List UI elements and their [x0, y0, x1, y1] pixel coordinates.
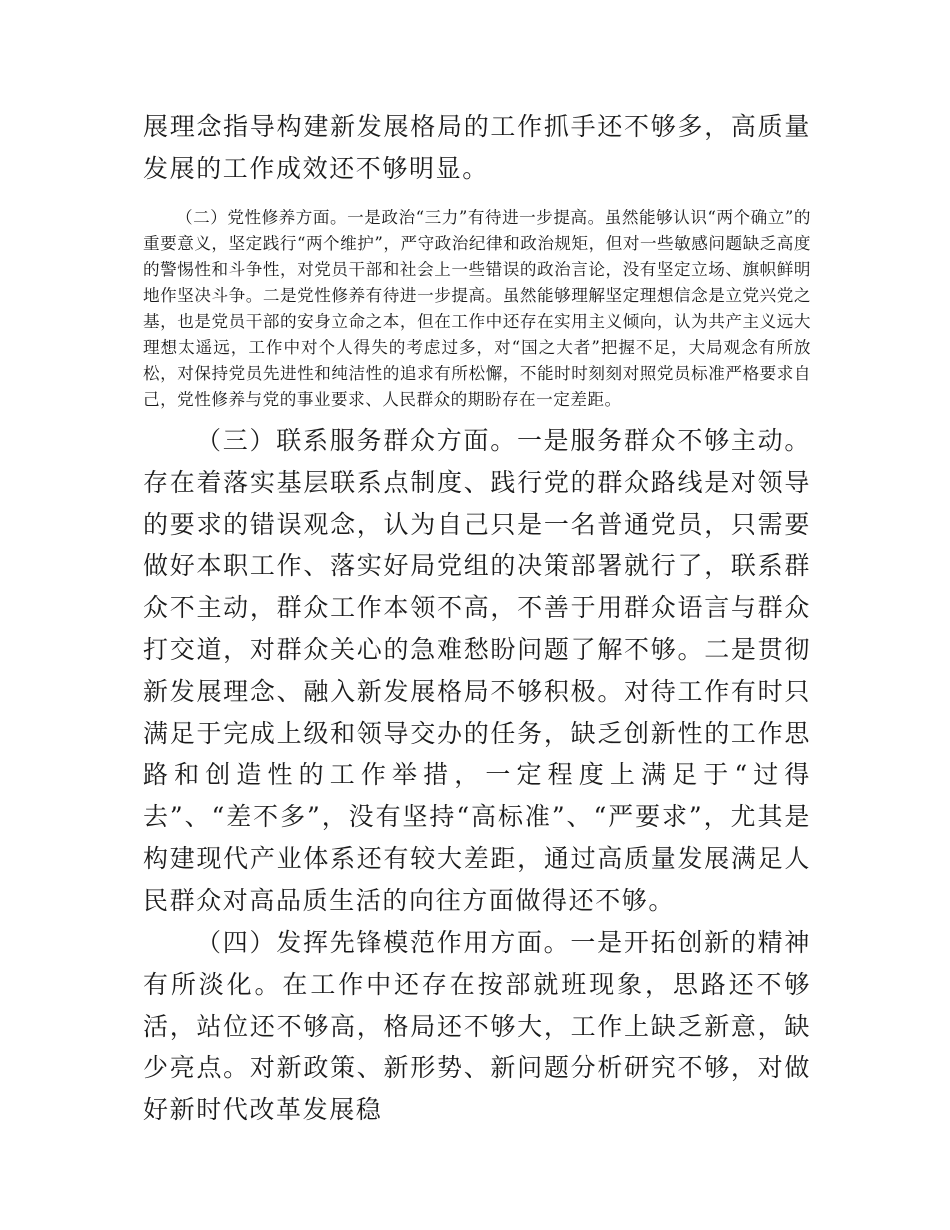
- vanguard-role-paragraph: （四）发挥先锋模范作用方面。一是开拓创新的精神有所淡化。在工作中还存在按部就班现象，思路还不够活，站位还不够高，格局还不够大，工作上缺乏新意，缺少亮点。对新政策、新形势、新问题分析研究不够，对做好新时代改革发展稳: [143, 928, 811, 1125]
- serving-masses-paragraph: （三）联系服务群众方面。一是服务群众不够主动。存在着落实基层联系点制度、践行党的群众路线是对领导的要求的错误观念，认为自己只是一名普通党员，只需要做好本职工作、落实好局党组的决策部署就行了，联系群众不主动，群众工作本领不高，不善于用群众语言与群众打交道，对群众关心的急难愁盼问题了解不够。二是贯彻新发展理念、融入新发展格局不够积极。对待工作有时只满足于完成上级和领导交办的任务，缺乏创新性的工作思路和创造性的工作举措，一定程度上满足于“过得去”、“差不多”，没有坚持“高标准”、“严要求”，尤其是构建现代产业体系还有较大差距，通过高质量发展满足人民群众对高品质生活的向往方面做得还不够。: [143, 426, 811, 915]
- party-spirit-paragraph: （二）党性修养方面。一是政治“三力”有待进一步提高。虽然能够认识“两个确立”的重要意义，坚定践行“两个维护”，严守政治纪律和政治规矩，但对一些敏感问题缺乏高度的警惕性和斗争性，对党员干部和社会上一些错误的政治言论，没有坚定立场、旗帜鲜明地作坚决斗争。二是党性修养有待进一步提高。虽然能够理解坚定理想信念是立党兴党之基，也是党员干部的安身立命之本，但在工作中还存在实用主义倾向，认为共产主义远大理想太遥远，工作中对个人得失的考虑过多，对“国之大者”把握不足，大局观念有所放松，对保持党员先进性和纯洁性的追求有所松懈，不能时时刻刻对照党员标准严格要求自己，党性修养与党的事业要求、人民群众的期盼存在一定差距。: [143, 208, 811, 409]
- continuation-paragraph: 展理念指导构建新发展格局的工作抓手还不够多，高质量发展的工作成效还不够明显。: [143, 112, 811, 183]
